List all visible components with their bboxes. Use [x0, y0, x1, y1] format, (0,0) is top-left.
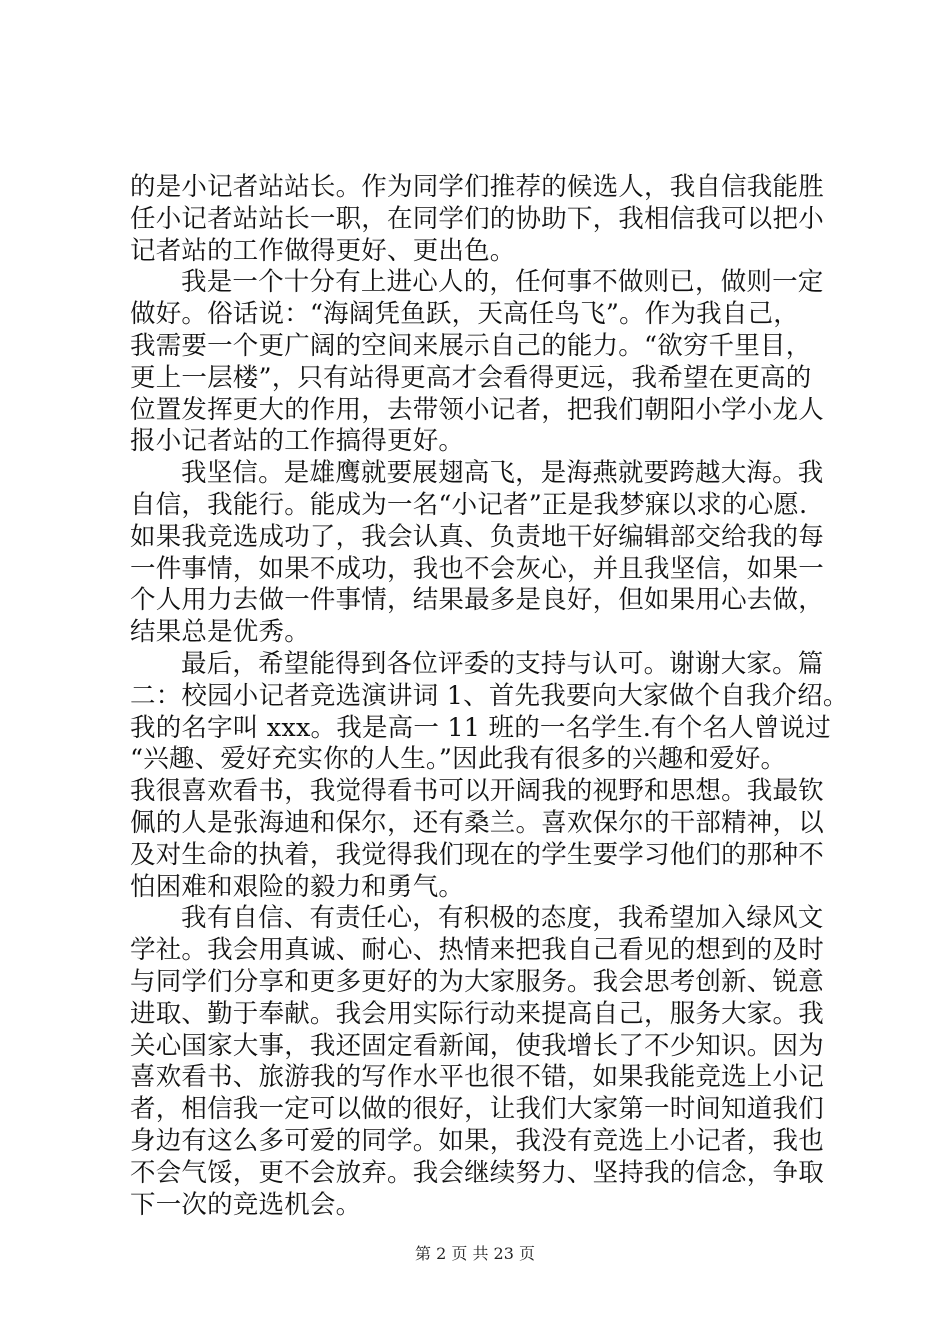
- text-line: 进取、勤于奉献。我会用实际行动来提高自己，服务大家。我: [130, 998, 824, 1029]
- text-line: 的是小记者站站长。作为同学们推荐的候选人，我自信我能胜: [130, 172, 824, 202]
- text-line: 者，相信我一定可以做的很好，让我们大家第一时间知道我们: [130, 1094, 824, 1125]
- text-line: 位置发挥更大的作用，去带领小记者，把我们朝阳小学小龙人: [130, 394, 824, 425]
- document-body: [130, 172, 850, 1221]
- text-line: 个人用力去做一件事情，结果最多是良好，但如果用心去做，: [130, 585, 824, 616]
- text-line: 佩的人是张海迪和保尔，还有桑兰。喜欢保尔的干部精神，以: [130, 807, 824, 838]
- text-line: 更上一层楼”，只有站得更高才会看得更远，我希望在更高的: [130, 362, 812, 393]
- text-line: 学社。我会用真诚、耐心、热情来把我自己看见的想到的及时: [130, 935, 824, 966]
- text-line: 做好。俗话说：“海阔凭鱼跃，天高任鸟飞”。作为我自己，: [130, 299, 799, 330]
- text-line: 我需要一个更广阔的空间来展示自己的能力。“欲穷千里目，: [130, 330, 812, 361]
- paragraph-first-line: 我是一个十分有上进心人的，任何事不做则已，做则一定: [181, 267, 824, 298]
- text-line: 不会气馁，更不会放弃。我会继续努力、坚持我的信念，争取: [130, 1157, 824, 1188]
- text-line: 记者站的工作做得更好、更出色。: [130, 235, 516, 266]
- text-line: 二：校园小记者竞选演讲词 1、首先我要向大家做个自我介绍。: [130, 680, 849, 711]
- paragraph-first-line: 我坚信。是雄鹰就要展翅高飞，是海燕就要跨越大海。我: [181, 458, 824, 489]
- paragraph-first-line: 最后，希望能得到各位评委的支持与认可。谢谢大家。篇: [181, 648, 824, 679]
- paragraph-first-line: 我有自信、有责任心，有积极的态度，我希望加入绿风文: [181, 903, 824, 934]
- text-line: 任小记者站站长一职，在同学们的协助下，我相信我可以把小: [130, 203, 824, 234]
- text-line: 关心国家大事，我还固定看新闻，使我增长了不少知识。因为: [130, 1030, 824, 1061]
- text-line: 下一次的竞选机会。: [130, 1189, 362, 1220]
- page-number: 第 2 页 共 23 页: [415, 1244, 535, 1263]
- text-line: 怕困难和艰险的毅力和勇气。: [130, 871, 465, 902]
- text-line: 报小记者站的工作搞得更好。: [130, 426, 465, 457]
- text-line: 及对生命的执着，我觉得我们现在的学生要学习他们的那种不: [130, 839, 824, 870]
- text-line: 结果总是优秀。: [130, 617, 310, 648]
- text-line: 身边有这么多可爱的同学。如果，我没有竞选上小记者，我也: [130, 1125, 824, 1156]
- text-line: 自信，我能行。能成为一名“小记者”正是我梦寐以求的心愿.: [130, 489, 808, 520]
- text-line: 如果我竞选成功了，我会认真、负责地干好编辑部交给我的每: [130, 521, 824, 552]
- text-line: 喜欢看书、旅游我的写作水平也很不错，如果我能竞选上小记: [130, 1062, 824, 1093]
- text-line: 我很喜欢看书，我觉得看书可以开阔我的视野和思想。我最钦: [130, 776, 824, 807]
- text-line: 一件事情，如果不成功，我也不会灰心，并且我坚信，如果一: [130, 553, 824, 584]
- text-line: 与同学们分享和更多更好的为大家服务。我会思考创新、锐意: [130, 966, 824, 997]
- text-line: 我的名字叫 xxx。我是高一 11 班的一名学生.有个名人曾说过: [130, 712, 831, 743]
- text-line: “兴趣、爱好充实你的人生。”因此我有很多的兴趣和爱好。: [130, 744, 787, 775]
